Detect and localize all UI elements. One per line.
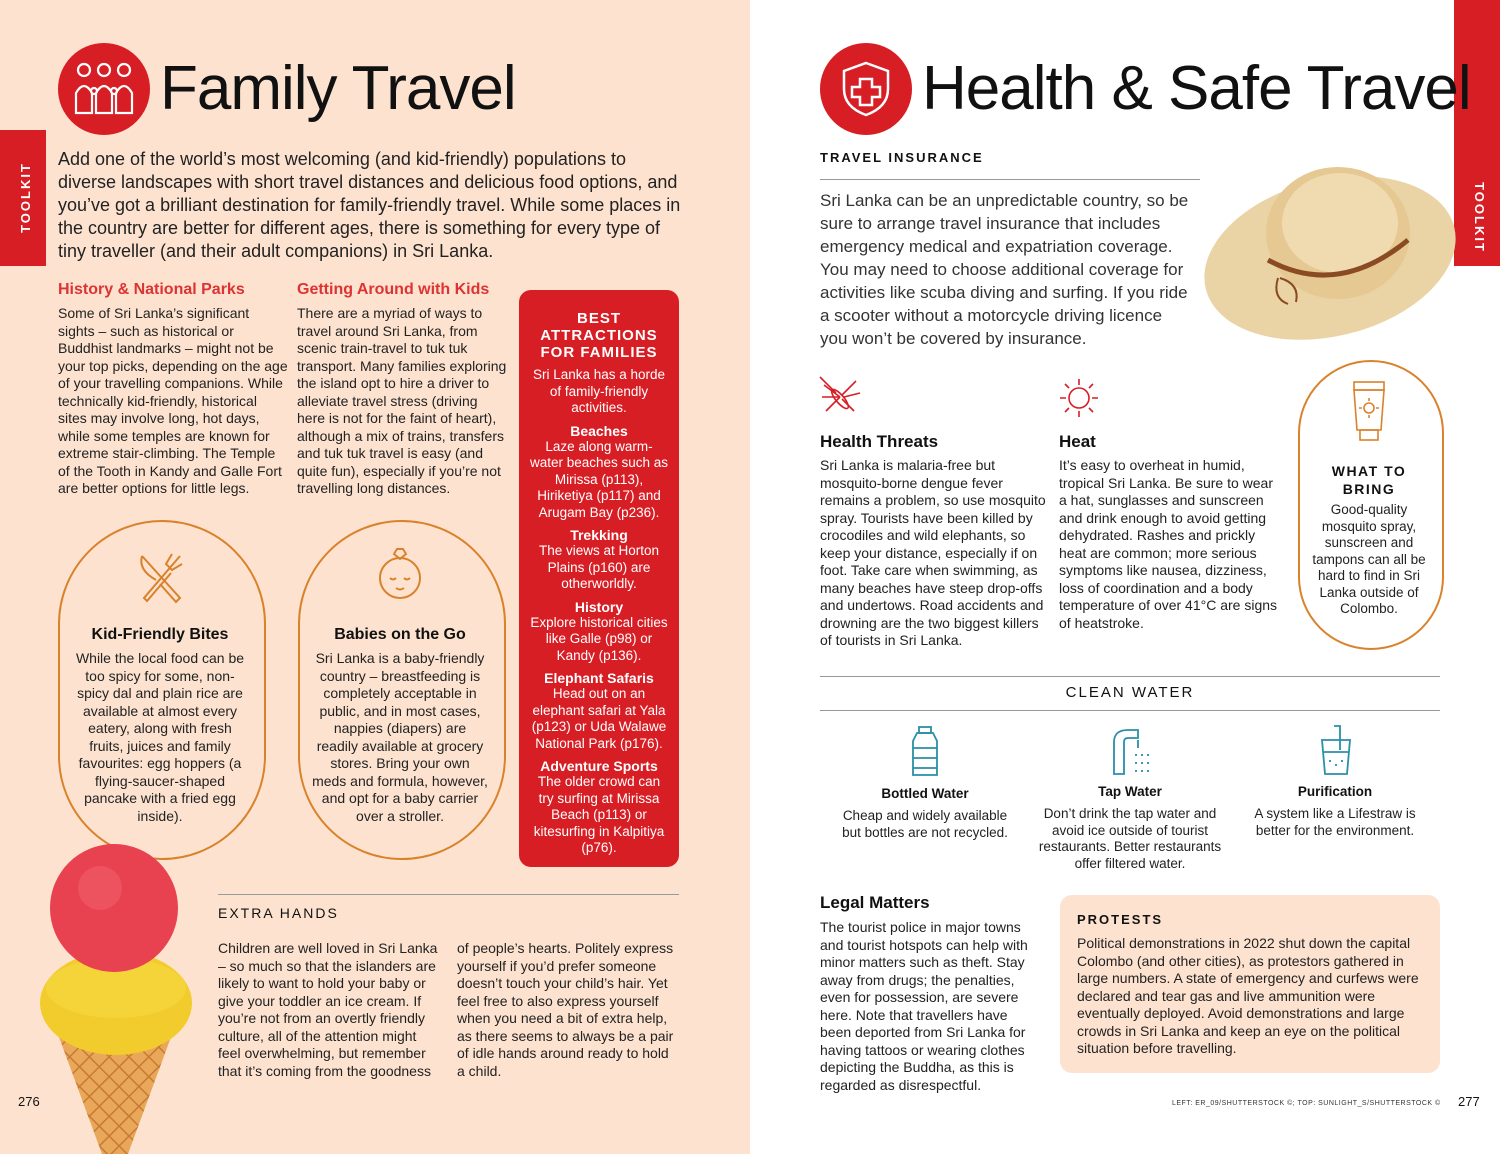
ice-cream-image — [30, 838, 200, 1154]
straw-hat-image — [1198, 128, 1458, 348]
extra-hands-divider — [218, 894, 679, 895]
health-threats-text: Sri Lanka is malaria-free but mosquito-borne dengue fever remains a problem, so use mosquito spray. Tourists have been killed by crocodiles and wild elephants, so keep your distance, especially if on foot. Take care when swimming, as many beaches have steep drop-offs and undertows. Road accidents and drowning are the two biggest killers of tourists in Sri Lanka. — [820, 457, 1046, 648]
tap-icon — [1108, 726, 1154, 776]
attraction-title: Trekking — [570, 527, 628, 543]
clean-water-top-rule — [820, 676, 1440, 677]
legal-matters-text: The tourist police in major towns and tourist hotspots can help with minor matters such as theft. Stay away from drugs; the penalties, even for possession, are severe here. Note that travellers have been deported from Sri Lanka for having tattoos or wearing clothes depicting the Buddha, as this is regarded as disrespectful. — [820, 919, 1028, 1093]
toolkit-tab-label: TOOLKIT — [1471, 182, 1487, 253]
attraction-text: Explore historical cities like Galle (p98) or Kandy (p136). — [530, 614, 668, 663]
kid-friendly-bites-text: While the local food can be too spicy for some, non-spicy dal and plain rice are available at almost every eatery, along with fresh fruits, juices and family favourites: egg hoppers (a flying-saucer-shaped pancake with a fried egg inside). — [75, 650, 245, 824]
page-title-left: Family Travel — [160, 54, 516, 123]
bottled-water-title: Bottled Water — [881, 786, 969, 801]
best-attractions-box — [519, 290, 679, 867]
attraction-title: Beaches — [570, 422, 628, 439]
toolkit-tab-right — [1454, 0, 1500, 266]
attraction-text: Laze along warm-water beaches such as Mirissa (p113), Hiriketiya (p117) and Arugam Bay (p236). — [529, 438, 669, 520]
fork-knife-icon — [134, 550, 188, 604]
mosquito-icon — [818, 375, 862, 419]
history-text: Some of Sri Lanka’s significant sights – such as historical or Buddhist landmarks – might not be your top picks, depending on the age of your travelling companions. While technically kid-friendly, historical sites may involve long, hot days, while some temples are known for extreme stair-climbing. The Temple of the Tooth in Kandy and Galle Fort are better options for little legs. — [58, 305, 288, 496]
photo-credit: LEFT: ER_09/SHUTTERSTOCK ©; TOP: SUNLIGHT_S/SHUTTERSTOCK © — [1172, 1100, 1441, 1107]
attractions-heading-3: FOR FAMILIES — [540, 344, 658, 361]
attraction-text: Head out on an elephant safari at Yala (p123) or Uda Walawe National Park (p176). — [531, 686, 667, 751]
attraction-text: The older crowd can try surfing at Mirissa Beach (p113) or kitesurfing in Kalpitiya (p76). — [533, 774, 665, 855]
getting-around-heading: Getting Around with Kids — [297, 281, 490, 298]
babies-on-the-go-text: Sri Lanka is a baby-friendly country – breastfeeding is completely acceptable in public, and in most cases, nappies (diapers) are readily available at grocery stores. Bring your own meds and formula, however, and opt for a baby carrier over a stroller. — [312, 650, 488, 824]
bottle-icon — [907, 726, 943, 778]
baby-face-icon — [370, 546, 430, 602]
purification-title: Purification — [1297, 784, 1373, 799]
sun-icon — [1058, 377, 1100, 419]
travel-insurance-heading: TRAVEL INSURANCE — [820, 150, 984, 165]
legal-matters-title: Legal Matters — [820, 893, 930, 912]
insurance-divider — [820, 179, 1200, 180]
page-number-right: 277 — [1458, 1094, 1480, 1109]
page-title-right: Health & Safe Travel — [922, 54, 1471, 123]
babies-on-the-go-title: Babies on the Go — [334, 626, 466, 643]
history-heading: History & National Parks — [58, 281, 245, 298]
health-shield-icon — [820, 43, 912, 135]
attractions-intro: Sri Lanka has a horde of family-friendly activities. — [532, 367, 666, 415]
bottled-water-text: Cheap and widely available but bottles are not recycled. — [842, 808, 1008, 840]
tap-water-title: Tap Water — [1098, 784, 1162, 799]
attraction-title: History — [574, 598, 624, 615]
page-number-left: 276 — [18, 1094, 40, 1109]
attractions-heading-1: BEST — [576, 310, 621, 327]
getting-around-text: There are a myriad of ways to travel around Sri Lanka, from scenic train-travel to tuk tuk transport. Many families exploring the island opt to hire a driver to alleviate travel stress (driving here is not for the faint of heart), although a mix of trains, transfers and tuk tuk travel is easy (and quite fun), especially if you’re not travelling long distances. — [297, 305, 507, 496]
health-threats-title: Health Threats — [820, 432, 939, 451]
what-to-bring-text: Good-quality mosquito spray, sunscreen and tampons can all be hard to find in Sri Lanka outside of Colombo. — [1312, 502, 1426, 616]
clean-water-bottom-rule — [820, 710, 1440, 711]
what-to-bring-title-1: WHAT TO — [1331, 463, 1407, 479]
attraction-title: Elephant Safaris — [544, 670, 654, 686]
extra-hands-heading: EXTRA HANDS — [218, 905, 339, 921]
attractions-heading-2: ATTRACTIONS — [540, 327, 658, 344]
sunscreen-icon — [1350, 380, 1388, 442]
attraction-title: Adventure Sports — [540, 758, 658, 774]
extra-hands-col1: Children are well loved in Sri Lanka – so much so that the islanders are likely to want to hold your baby or give your toddler an ice cream. If you’re not from an overtly friendly culture, all of the attention might feel overwhelming, but remember that it’s coming from the goodness — [218, 940, 438, 1079]
tap-water-text: Don’t drink the tap water and avoid ice outside of tourist restaurants. Better restaurants offer filtered water. — [1038, 806, 1222, 871]
protests-heading: PROTESTS — [1077, 912, 1164, 927]
intro-text: Add one of the world’s most welcoming (and kid-friendly) populations to diverse landscapes with short travel distances and delicious food options, and you’ve got a brilliant destination for family-friendly travel. While some places in the country are better for different ages, there is something for every type of tiny traveller (and their adult companions) in Sri Lanka. — [58, 149, 681, 261]
kid-friendly-bites-title: Kid-Friendly Bites — [91, 626, 229, 643]
extra-hands-col2: of people’s hearts. Politely express yourself if you’d prefer someone doesn’t touch your child’s hair. Yet feel free to also express yourself when you need a bit of extra help, as there seems to always be a pair of idle hands around ready to hold a child. — [457, 940, 674, 1079]
purification-text: A system like a Lifestraw is better for the environment. — [1254, 806, 1416, 838]
heat-text: It’s easy to overheat in humid, tropical Sri Lanka. Be sure to wear a hat, sunglasses and sunscreen and drink enough to avoid getting dehydrated. Rashes and prickly heat are common; more serious symptoms like nausea, dizziness, loss of coordination and a body temperature of over 41°C are signs of heatstroke. — [1059, 457, 1278, 631]
toolkit-tab-left — [0, 130, 46, 266]
what-to-bring-title-2: BRING — [1342, 481, 1396, 497]
attraction-text: The views at Horton Plains (p160) are otherworldly. — [538, 543, 660, 591]
protests-text: Political demonstrations in 2022 shut down the capital Colombo (and other cities), as protestors gathered in large numbers. A state of emergency and curfews were declared and tear gas and live ammunition were eventually deployed. Avoid demonstrations and large crowds in Sri Lanka and keep an eye on the political situation before travelling. — [1077, 935, 1419, 1056]
family-icon — [58, 43, 150, 135]
travel-insurance-text: Sri Lanka can be an unpredictable country, so be sure to arrange travel insurance that includes emergency medical and expatriation coverage. You may need to choose additional coverage for activities like scuba diving and surfing. If you ride a scooter without a motorcycle driving licence you won’t be covered by insurance. — [820, 191, 1189, 348]
glass-straw-icon — [1318, 724, 1354, 776]
heat-title: Heat — [1059, 432, 1096, 451]
clean-water-heading: CLEAN WATER — [1065, 684, 1195, 701]
toolkit-tab-label: TOOLKIT — [17, 162, 33, 233]
